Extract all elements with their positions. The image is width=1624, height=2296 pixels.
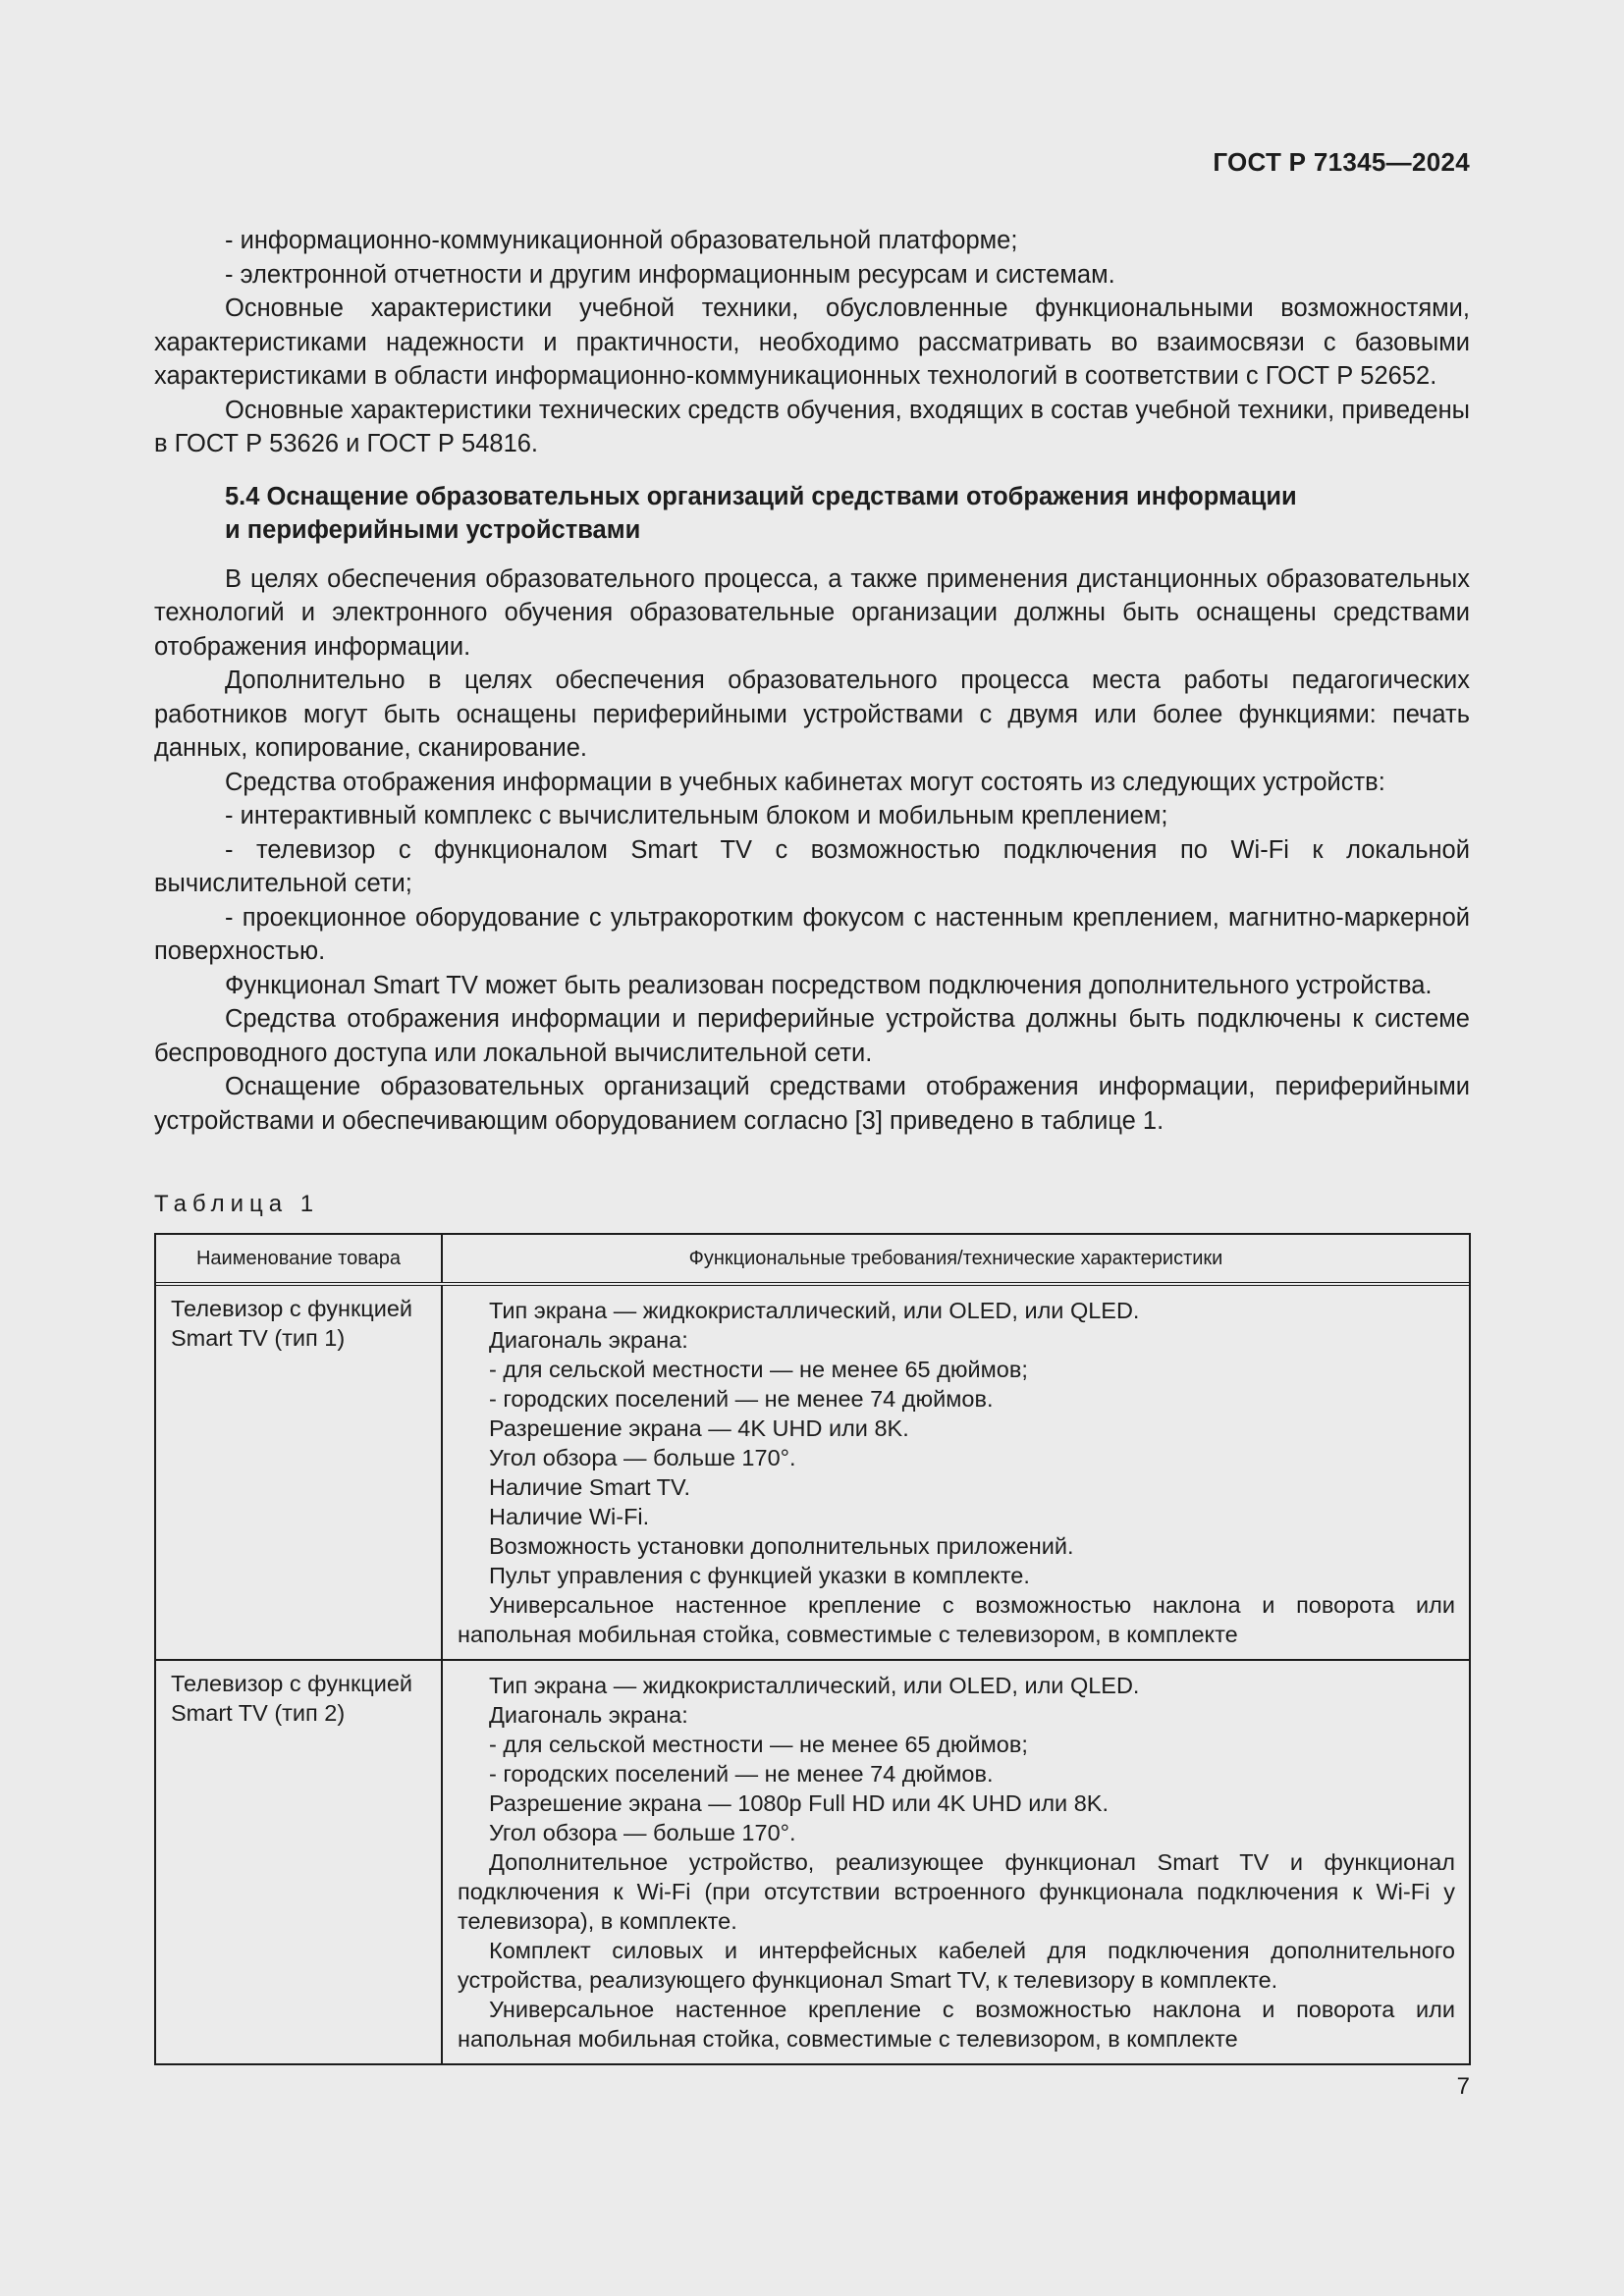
paragraph: В целях обеспечения образовательного процесса, а также применения дистанционных образовательных технологий и электронного обучения образовательные организации должны быть оснащены средствами отображения информации. xyxy=(154,564,1470,661)
requirement-line: Тип экрана — жидкокристаллический, или OLED, или QLED. xyxy=(489,1673,1140,1698)
paragraph: Дополнительно в целях обеспечения образовательного процесса места работы педагогических работников могут быть оснащены периферийными устройствами с двумя или более функциями: печать данных, копирование, сканирование. xyxy=(154,667,1470,762)
requirement-line: Угол обзора — больше 170°. xyxy=(489,1445,796,1470)
table-header-name: Наименование товара xyxy=(156,1235,443,1282)
paragraph: Основные характеристики учебной техники, обусловленные функциональными возможностями, характеристиками надежности и практичности, необходимо рассматривать во взаимосвязи с базовыми характеристиками в области информационно-коммуникационных технологий в соответствии с ГОСТ Р 52652. xyxy=(154,294,1470,390)
table-cell-requirements xyxy=(443,1661,1469,2063)
table-header-requirements: Функциональные требования/технические характеристики xyxy=(688,1247,1223,1269)
requirement-line: Универсальное настенное крепление с возможностью наклона и поворота или напольная мобильная стойка, совместимые с телевизором, в комплекте xyxy=(458,1997,1455,2052)
section-heading-line: 5.4 Оснащение образовательных организаций средствами отображения информации xyxy=(225,482,1297,510)
requirement-line: Разрешение экрана — 4K UHD или 8K. xyxy=(489,1415,909,1441)
requirement-line: Универсальное настенное крепление с возможностью наклона и поворота или напольная мобильная стойка, совместимые с телевизором, в комплекте xyxy=(458,1592,1455,1647)
table-cell-product-name: Телевизор с функцией Smart TV (тип 1) xyxy=(156,1286,443,1659)
table-header-row xyxy=(156,1235,1469,1286)
document-header: ГОСТ Р 71345—2024 xyxy=(1213,147,1470,177)
requirement-line: Возможность установки дополнительных приложений. xyxy=(489,1533,1074,1559)
list-item: - интерактивный комплекс с вычислительным блоком и мобильным креплением; xyxy=(225,802,1168,829)
requirement-line: Наличие Smart TV. xyxy=(489,1474,691,1500)
paragraph: - электронной отчетности и другим информационным ресурсам и системам. xyxy=(225,260,1115,289)
requirement-line: Комплект силовых и интерфейсных кабелей для подключения дополнительного устройства, реализующего функционал Smart TV, к телевизору в комплекте. xyxy=(458,1938,1455,1993)
paragraph: Оснащение образовательных организаций средствами отображения информации, периферийными устройствами и обеспечивающим оборудованием согласно [3] приведено в таблице 1. xyxy=(154,1073,1470,1135)
paragraph: Основные характеристики технических средств обучения, входящих в состав учебной техники, приведены в ГОСТ Р 53626 и ГОСТ Р 54816. xyxy=(154,396,1470,457)
requirement-line: Тип экрана — жидкокристаллический, или OLED, или QLED. xyxy=(489,1298,1140,1323)
requirement-line: Пульт управления с функцией указки в комплекте. xyxy=(489,1563,1030,1588)
paragraph: Средства отображения информации и периферийные устройства должны быть подключены к системе беспроводного доступа или локальной вычислительной сети. xyxy=(154,1005,1470,1067)
paragraph: - информационно-коммуникационной образовательной платформе; xyxy=(225,227,1018,254)
requirement-line: Диагональ экрана: xyxy=(489,1327,688,1353)
requirement-line: - для сельской местности — не менее 65 дюймов; xyxy=(489,1357,1028,1382)
table-row xyxy=(156,1661,1469,2063)
requirement-line: - для сельской местности — не менее 65 дюймов; xyxy=(489,1732,1028,1757)
requirement-line: Дополнительное устройство, реализующее функционал Smart TV и функционал подключения к Wi-Fi (при отсутствии встроенного функционала подключения к Wi-Fi у телевизора), в комплекте. xyxy=(458,1849,1455,1934)
paragraph: Средства отображения информации в учебных кабинетах могут состоять из следующих устройств: xyxy=(225,768,1385,796)
table-cell-requirements xyxy=(443,1286,1469,1659)
requirement-line: Наличие Wi-Fi. xyxy=(489,1504,650,1529)
page-number: 7 xyxy=(1456,2073,1470,2100)
table-cell-product-name: Телевизор с функцией Smart TV (тип 2) xyxy=(156,1661,443,2063)
section-heading-line: и периферийными устройствами xyxy=(225,515,641,544)
document-body xyxy=(154,224,1470,1138)
section-heading xyxy=(154,480,1470,547)
requirement-line: Диагональ экрана: xyxy=(489,1702,688,1728)
table-row xyxy=(156,1286,1469,1661)
requirement-line: - городских поселений — не менее 74 дюймов. xyxy=(489,1761,994,1787)
list-item: - телевизор с функционалом Smart TV с возможностью подключения по Wi-Fi к локальной вычислительной сети; xyxy=(154,835,1470,897)
list-item: - проекционное оборудование с ультракоротким фокусом с настенным креплением, магнитно-маркерной поверхностью. xyxy=(154,903,1470,965)
requirement-line: Угол обзора — больше 170°. xyxy=(489,1820,796,1845)
requirement-line: Разрешение экрана — 1080p Full HD или 4K UHD или 8K. xyxy=(489,1790,1109,1816)
paragraph: Функционал Smart TV может быть реализован посредством подключения дополнительного устройства. xyxy=(225,971,1433,999)
requirements-table xyxy=(154,1233,1471,2065)
table-caption: Таблица 1 xyxy=(154,1191,320,1217)
requirement-line: - городских поселений — не менее 74 дюймов. xyxy=(489,1386,994,1412)
